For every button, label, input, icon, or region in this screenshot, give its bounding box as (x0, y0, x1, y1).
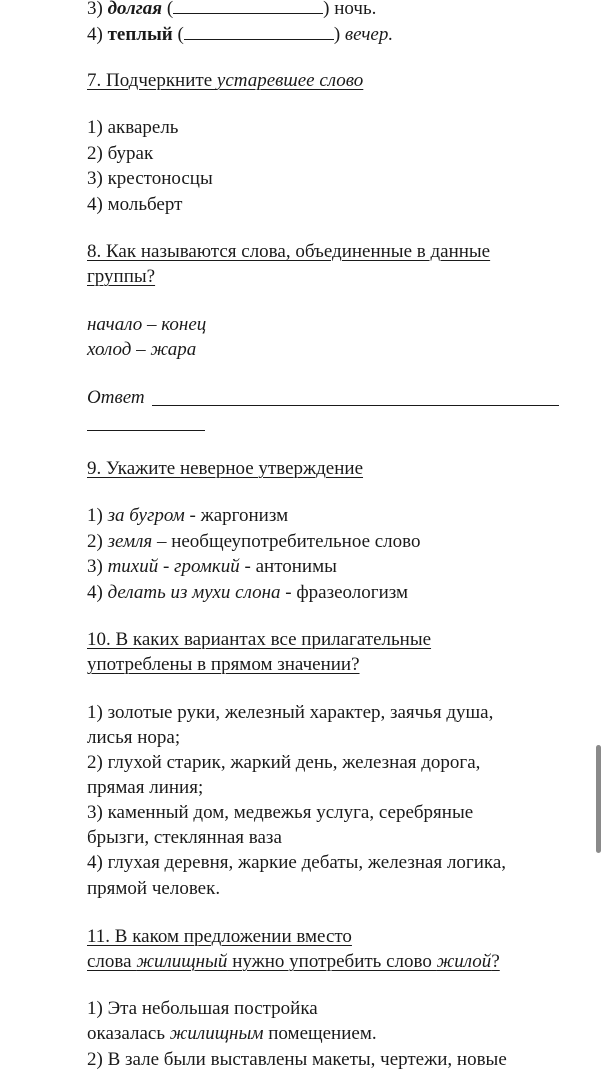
q6-item-3-word: долгая (107, 0, 163, 19)
q7-option-2: 2) бурак (87, 143, 154, 164)
q11-option-2: 2) В зале были выставлены макеты, чертежи, новые (87, 1049, 507, 1070)
q10-option-1-cont: лисья нора; (87, 727, 181, 748)
q7-option-3: 3) крестоносцы (87, 168, 213, 189)
q10-option-4: 4) глухая деревня, жаркие дебаты, железная логика, (87, 852, 507, 873)
q10-title-line-2: употреблены в прямом значении? (87, 654, 360, 675)
q11-title-line-2: слова жилищный нужно употребить слово жилой? (87, 951, 500, 972)
q11-title-line-1: 11. В каком предложении вместо (87, 926, 352, 947)
q7-option-4: 4) мольберт (87, 194, 183, 215)
q10-option-2: 2) глухой старик, жаркий день, железная дорога, (87, 752, 481, 773)
q9-option-1: 1) за бугром - жаргонизм (87, 505, 289, 526)
q8-answer-label: Ответ (87, 387, 145, 408)
q11-option-1: 1) Эта небольшая постройка (87, 998, 318, 1019)
q9-title: 9. Укажите неверное утверждение (87, 458, 364, 479)
q10-option-3-cont: брызги, стеклянная ваза (87, 827, 282, 848)
q8-pair-1: начало – конец (87, 314, 207, 335)
q10-option-3: 3) каменный дом, медвежья услуга, серебряные (87, 802, 474, 823)
q10-option-4-cont: прямой человек. (87, 878, 221, 899)
q8-title-line-1: 8. Как называются слова, объединенные в данные (87, 241, 491, 262)
q6-item-3: 3) долгая ( ) ночь. (87, 0, 376, 21)
q8-answer-line-1[interactable] (152, 405, 559, 406)
q11-option-1-cont: оказалась жилищным помещением. (87, 1023, 377, 1044)
q9-option-4: 4) делать из мухи слона - фразеологизм (87, 582, 409, 603)
q6-item-4: 4) теплый ( ) вечер. (87, 24, 394, 45)
q10-title-line-1: 10. В каких вариантах все прилагательные (87, 629, 432, 650)
q6-item-3-blank[interactable] (173, 0, 323, 14)
q8-title-line-2: группы? (87, 266, 156, 287)
q9-option-2: 2) земля – необщеупотребительное слово (87, 531, 421, 552)
q10-option-2-cont: прямая линия; (87, 777, 204, 798)
q7-title: 7. Подчеркните устаревшее слово (87, 70, 364, 91)
q10-option-1: 1) золотые руки, железный характер, заячья душа, (87, 702, 494, 723)
q8-pair-2: холод – жара (87, 339, 197, 360)
q6-item-4-word: теплый (107, 24, 173, 45)
q8-answer-line-2[interactable] (87, 430, 205, 431)
q6-item-4-blank[interactable] (184, 23, 334, 40)
q9-option-3: 3) тихий - громкий - антонимы (87, 556, 337, 577)
scrollbar-thumb[interactable] (596, 745, 601, 853)
q7-option-1: 1) акварель (87, 117, 179, 138)
